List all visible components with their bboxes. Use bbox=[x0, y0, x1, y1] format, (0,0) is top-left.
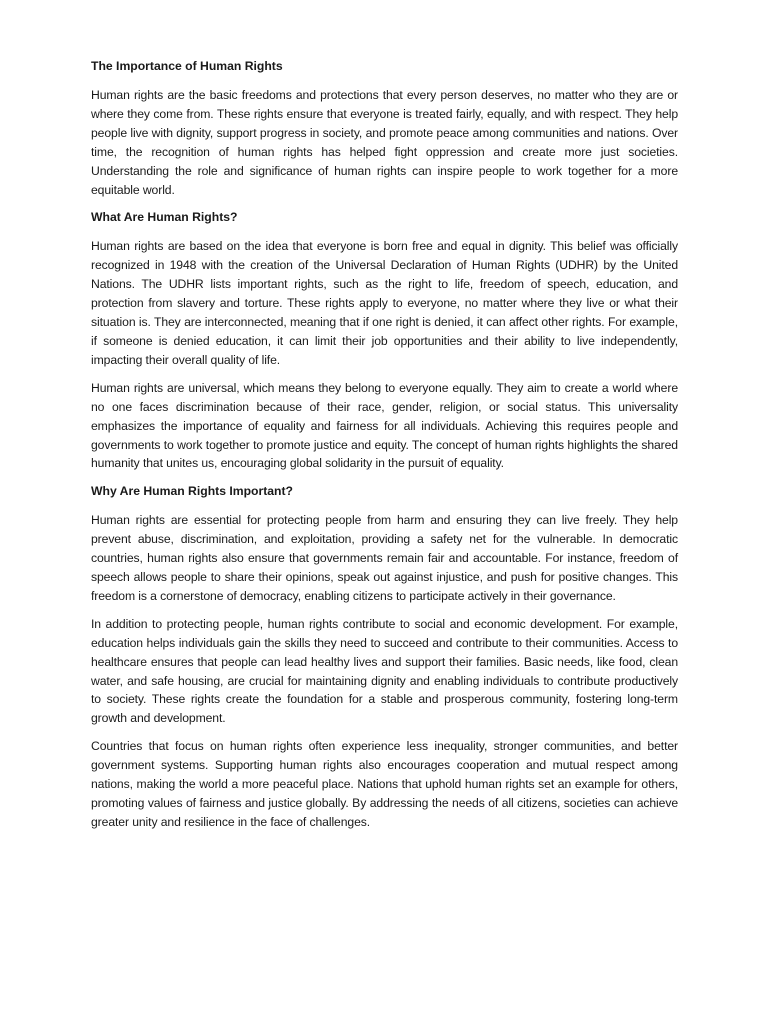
intro-paragraph: Human rights are the basic freedoms and protections that every person deserves, no matter who they are or where they come from. These rights ensure that everyone is treated fairly, equally, and with respect. They help people live with dignity, support progress in society, and promote peace among communities and nations. Over time, the recognition of human rights has helped fight oppression and create more just societies. Understanding the role and significance of human rights can inspire people to work together for a more equitable world. bbox=[91, 88, 678, 197]
section-heading-what-are-human-rights: What Are Human Rights? bbox=[91, 210, 238, 225]
section-paragraph: Human rights are essential for protecting people from harm and ensuring they can live freely. They help prevent abuse, discrimination, and exploitation, providing a safety net for the vulnerable. In democratic countries, human rights also ensure that governments remain fair and accountable. For instance, freedom of speech allows people to share their opinions, speak out against injustice, and push for positive changes. This freedom is a cornerstone of democracy, enabling citizens to participate actively in their governance. bbox=[91, 513, 678, 603]
section-paragraph: Human rights are based on the idea that everyone is born free and equal in dignity. This belief was officially recognized in 1948 with the creation of the Universal Declaration of Human Rights (UDHR) by the United Nations. The UDHR lists important rights, such as the right to life, freedom of speech, education, and protection from slavery and torture. These rights apply to everyone, no matter where they live or what their situation is. They are interconnected, meaning that if one right is denied, it can affect other rights. For example, if someone is denied education, it can limit their job opportunities and their ability to live independently, impacting their overall quality of life. bbox=[91, 239, 678, 367]
section-heading-why-important: Why Are Human Rights Important? bbox=[91, 484, 293, 499]
section-paragraph: Countries that focus on human rights often experience less inequality, stronger communities, and better government systems. Supporting human rights also encourages cooperation and mutual respect among nations, making the world a more peaceful place. Nations that uphold human rights set an example for others, promoting values of fairness and justice globally. By addressing the needs of all citizens, societies can achieve greater unity and resilience in the face of challenges. bbox=[91, 739, 678, 829]
section-paragraph: In addition to protecting people, human rights contribute to social and economic development. For example, education helps individuals gain the skills they need to succeed and contribute to their communities. Access to healthcare ensures that people can lead healthy lives and support their families. Basic needs, like food, clean water, and safe housing, are crucial for maintaining dignity and enabling individuals to contribute productively to society. These rights create the foundation for a stable and prosperous community, fostering long-term growth and development. bbox=[91, 616, 678, 726]
document-body bbox=[91, 57, 678, 841]
section-paragraph: Human rights are universal, which means they belong to everyone equally. They aim to create a world where no one faces discrimination because of their race, gender, religion, or social status. This universality emphasizes the importance of equality and fairness for all individuals. Achieving this requires people and governments to work together to promote justice and equity. The concept of human rights highlights the shared humanity that unites us, encouraging global solidarity in the pursuit of equality. bbox=[91, 380, 678, 471]
document-title: The Importance of Human Rights bbox=[91, 59, 283, 73]
